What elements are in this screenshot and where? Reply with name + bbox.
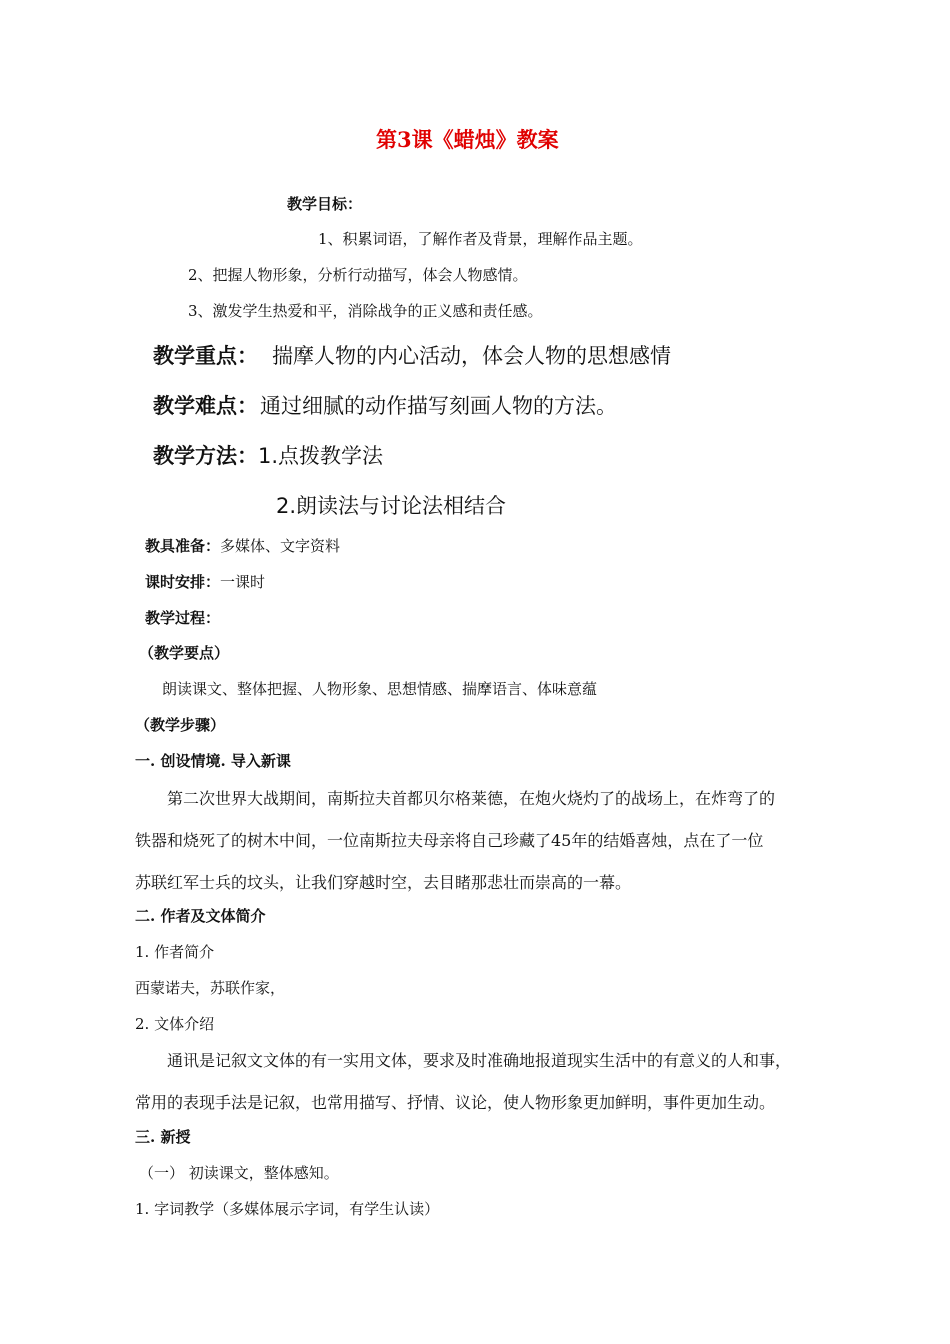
methods-label: 教学方法：	[153, 444, 258, 468]
difficulties	[153, 390, 617, 420]
genre-heading: 2. 文体介绍	[135, 1015, 215, 1033]
method-item: 1.点拨教学法	[258, 444, 384, 468]
tools-text: 多媒体、文字资料	[220, 537, 341, 555]
methods	[153, 440, 383, 470]
method-item: 2.朗读法与讨论法相结合	[276, 494, 507, 518]
section1-paragraph-line: 第二次世界大战期间，南斯拉夫首都贝尔格莱德，在炮火烧灼了的战场上，在炸弯了的	[167, 789, 776, 808]
author-heading: 1. 作者简介	[135, 943, 215, 961]
tools-label: 教具准备：	[145, 537, 221, 555]
difficulties-text: 通过细腻的动作描写刻画人物的方法。	[260, 394, 617, 418]
schedule-label: 课时安排：	[145, 573, 221, 591]
author-text: 西蒙诺夫，苏联作家，	[135, 979, 286, 997]
section3-sub1: （一） 初读课文，整体感知。	[139, 1164, 339, 1182]
objectives-heading: 教学目标：	[287, 195, 363, 213]
key-points	[153, 340, 671, 370]
process-steps-heading: （教学步骤）	[135, 716, 226, 734]
key-points-text: 揣摩人物的内心活动，体会人物的思想感情	[272, 344, 671, 368]
schedule	[145, 571, 265, 592]
section3-item1: 1. 字词教学（多媒体展示字词，有学生认读）	[135, 1200, 440, 1218]
genre-paragraph-line: 常用的表现手法是记叙，也常用描写、抒情、议论，使人物形象更加鲜明，事件更加生动。	[135, 1093, 776, 1112]
objective-item: 3、激发学生热爱和平，消除战争的正义感和责任感。	[188, 302, 543, 320]
key-points-label: 教学重点：	[153, 344, 258, 368]
section1-paragraph-line: 苏联红军士兵的坟头，让我们穿越时空，去目睹那悲壮而崇高的一幕。	[135, 873, 632, 892]
tools	[145, 535, 340, 556]
schedule-text: 一课时	[220, 573, 266, 591]
process-points-heading: （教学要点）	[139, 644, 230, 662]
process-points-text: 朗读课文、整体把握、人物形象、思想情感、揣摩语言、体味意蕴	[162, 680, 598, 698]
section2-heading: 二. 作者及文体简介	[135, 907, 266, 925]
section3-heading: 三. 新授	[135, 1128, 191, 1146]
objective-item: 1、积累词语，了解作者及背景，理解作品主题。	[318, 230, 643, 248]
process-label: 教学过程：	[145, 609, 221, 627]
objective-item: 2、把握人物形象，分析行动描写，体会人物感情。	[188, 266, 528, 284]
difficulties-label: 教学难点：	[153, 394, 258, 418]
genre-paragraph-line: 通讯是记叙文文体的有一实用文体，要求及时准确地报道现实生活中的有意义的人和事，	[167, 1051, 792, 1070]
section1-heading: 一. 创设情境. 导入新课	[135, 752, 291, 770]
section1-paragraph-line: 铁器和烧死了的树木中间，一位南斯拉夫母亲将自己珍藏了45年的结婚喜烛，点在了一位	[135, 831, 764, 850]
page-title: 第3课《蜡烛》教案	[376, 127, 559, 152]
